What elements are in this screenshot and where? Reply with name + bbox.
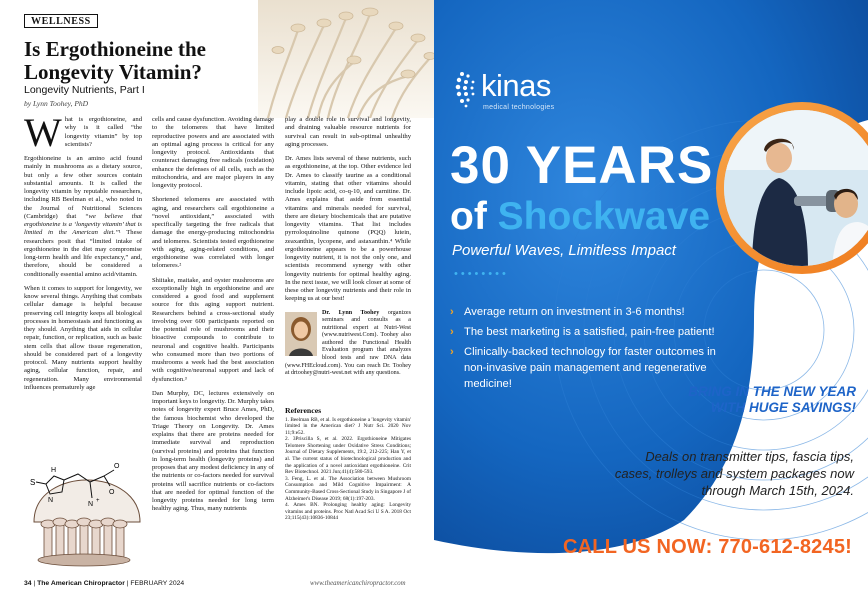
chevron-right-icon: › <box>450 346 454 358</box>
paragraph: Shortened telomeres are associated with aging, and researchers call ergothioneine a “novel antioxidant,” associated with specifically targeting the free radicals that damage the energy-producing mitochondria and telomeres. Scientists tested ergothioneine with aging, aging-related conditions, and ergothioneine was correlated with longer telomeres.² <box>152 196 274 270</box>
footer-folio: 34 | The American Chiropractor | FEBRUARY 2024 <box>24 580 185 587</box>
mushroom-cluster-icon <box>24 452 146 570</box>
diagram-label: H <box>51 467 57 474</box>
page-number: 34 <box>24 580 32 587</box>
benefit-item: › Average return on investment in 3-6 months! <box>450 306 685 318</box>
reference-item: 1. Beelman RB, et al. Is ergothioneine a 'longevity vitamin' limited in the American diet? J Nutr Sci. 2020 Nov 11;9:e52. <box>285 416 411 436</box>
author-bio: Dr. Lynn Toohey organizes seminars and consults as a nutritional expert at Nutri-West (www.nutriwest.Com). Toohey also authored the Functional Health Evaluation program that analyzes blood tests and raw DNA data (www.FHEcloud.com). You can reach Dr. Toohey at drtoohey@nutri-west.net with any questions. <box>285 309 411 377</box>
diagram-label: + <box>96 498 100 504</box>
ad-headline: 30 YEARS <box>450 136 714 195</box>
article-byline: by Lynn Toohey, PhD <box>24 99 89 108</box>
ad-tagline: Powerful Waves, Limitless Impact <box>452 242 676 259</box>
benefit-item: › The best marketing is a satisfied, pain-free patient! <box>450 326 715 338</box>
reference-item: 3. Feng, L. et al. The Association between Mushroom Consumption and Mild Cognitive Impairment: A Community-Based Cross-Sectional Study in Singapore J of Alzheimer's Disease 2019; 68(1):197-203. <box>285 475 411 502</box>
reference-item: 2. 3Priscilla S, et al. 2022. Ergothioneine Mitigates Telomere Shortening under Oxidative Stress Conditions; Journal of Dietary Supplements, 19:2, 212-225; Han Y, et al. The current status of biotechnological production and the application of a novel antioxidant ergothioneine. Crit Rev Biotechnol. 2021 Jun;41(4):580-593. <box>285 436 411 476</box>
publication-name: The American Chiropractor <box>37 580 125 587</box>
paragraph: cells and cause dysfunction. Avoiding damage to the telomeres that have limited reproductive powers and are associated with an optimal aging process is critical for any longevity protocol. Antioxidants that counteract damaging free radicals (oxidation) enhance the defenses of all cells, such as the mitochondria, and are major players in any longevity protocol. <box>152 116 274 189</box>
ad-subheadline: of Shockwave <box>450 195 711 238</box>
article-column-3 <box>285 116 411 522</box>
paragraph: Ergothioneine is an amino acid found mainly in mushrooms as a dietary source, but only a few other sources contain substantial amounts. It is called the longevity vitamin by reputable researchers, including RB Beelman et al., who noted in the Journal of Nutritional Sciences (Cambridge) that “we believe that ergothioneine is a ‘longevity vitamin’ that is limited in the American diet.”¹ These researchers posit that “limited intake of ergothioneine in the diet may compromise long-term health and life expectancy,” and, therefore, should be considered a conditionally essential amino acid/vitamin. <box>24 155 143 278</box>
mushroom-photo <box>258 0 434 118</box>
diagram-label: N <box>88 501 94 508</box>
references-list <box>285 417 411 523</box>
chevron-right-icon: › <box>450 326 454 338</box>
kinas-logo-icon <box>454 70 478 108</box>
diagram-label: S <box>30 478 36 487</box>
brand-name: kinas <box>481 68 551 103</box>
diagram-label: O <box>114 463 120 470</box>
article-column-2 <box>152 116 274 520</box>
diagram-label: O <box>109 489 115 496</box>
paragraph: play a double role in survival and longevity, and draining valuable resource nutrients for survival can result in sub-optimal unhealthy aging processes. <box>285 116 411 148</box>
author-photo <box>285 312 317 356</box>
references-title: References <box>285 405 322 415</box>
paragraph: Dr. Ames lists several of these nutrients, such as ergothioneine, at the top. Other evidence led Dr. Ames to classify taurine as a conditional vitamin, stating that other vitamins should include lipoic acid, co-q-10, and carnitine. Dr. Ames explains that aside from essential vitamins and minerals needed for survival, there are dietary biochemicals that are putative longevity vitamins. That list includes pyrroloquinoline quinone (PQQ) lutein, zeaxanthin, lycopene, and astaxanthin.⁴ While ergothioneine appears to be a powerhouse longevity nutrient, it is not the only one, and scientists recommend synergy with other longevity nutrients for optimal healthy aging. In the next issue, we will look closer at some of these other longevity nutrients and their role in keeping us at our best! <box>285 155 411 303</box>
benefit-list <box>450 304 720 396</box>
article-column-1 <box>24 110 143 398</box>
call-to-action[interactable]: CALL US NOW: 770-612-8245! <box>563 536 852 558</box>
issue-date: FEBRUARY 2024 <box>130 580 185 587</box>
brand-tagline: medical technologies <box>483 104 555 111</box>
reference-item: 4. Ames BN. Prolonging healthy aging: Longevity vitamins and proteins. Proc Natl Acad Sci U S A. 2018 Oct 23;115(43):10836-10844 <box>285 502 411 522</box>
benefit-item: › Clinically-backed technology for faster outcomes in non-invasive pain management and regenerative medicine! <box>450 346 716 390</box>
promo-headline: BRING IN THE NEW YEAR WITH HUGE SAVINGS! <box>688 384 856 415</box>
ergothioneine-diagram <box>24 452 146 570</box>
promo-details: Deals on transmitter tips, fascia tips, cases, trolleys and system packages now through March 15th, 2024. <box>614 449 854 498</box>
paragraph: When it comes to support for longevity, we know several things. Anything that combats cellular damage is helpful because preserving cell integrity keeps all biological processes in homeostasis and functioning as they should. Anything that aids in cellular repair, function, or replication, such as basic stem cells that allow tissue regeneration, should be considered part of a longevity protocol. Many nutrients support healthy aging, cellular function, repair, and regeneration. Many environmental influences prematurely age <box>24 284 142 391</box>
article-subtitle: Longevity Nutrients, Part I <box>24 84 145 96</box>
chevron-right-icon: › <box>450 306 454 318</box>
footer-url: www.theamericanchiropractor.com <box>310 580 406 587</box>
drop-cap: W <box>24 110 62 155</box>
paragraph: Shiitake, maitake, and oyster mushrooms are exceptionally high in ergothioneine and are considered a good food and supplement source for this aging support nutrient. Researchers behind a cross-sectional study involving over 600 participants reported on the potential role of mushrooms and their bioactive compounds to contribute to neuronal and cognitive health. Participants who consumed more than two portions of mushrooms a week had the best association with cognitive/neuronal support and lack of dysfunction.³ <box>152 276 274 383</box>
paragraph: Dan Murphy, DC, lectures extensively on important keys to longevity. Dr. Murphy takes notes of longevity expert Bruce Ames, PhD, the famous biochemist who developed the Triage Theory on Longevity. Dr. Ames explains that there are proteins needed for immediate survival and reproduction (survival proteins) and proteins that function in long-term health (longevity proteins) and proposes that any modest deficiency in any of the nutrients or co-factors needed for survival proteins will sacrifice nutrients or co-factors that are needed for optimal function of the longevity proteins needed for long term healthy aging. Thus, many nutrients <box>152 389 274 513</box>
paragraph: hat is ergothioneine, and why is it called “the longevity vitamin” by top scientists? <box>64 116 142 148</box>
diagram-label: N <box>48 497 54 504</box>
author-bio-box <box>285 310 411 402</box>
section-tag: WELLNESS <box>24 14 98 28</box>
decorative-dots: •••••••• <box>454 268 509 280</box>
article-title: Is Ergothioneine the Longevity Vitamin? <box>24 37 207 84</box>
kinas-advertisement <box>434 0 868 600</box>
